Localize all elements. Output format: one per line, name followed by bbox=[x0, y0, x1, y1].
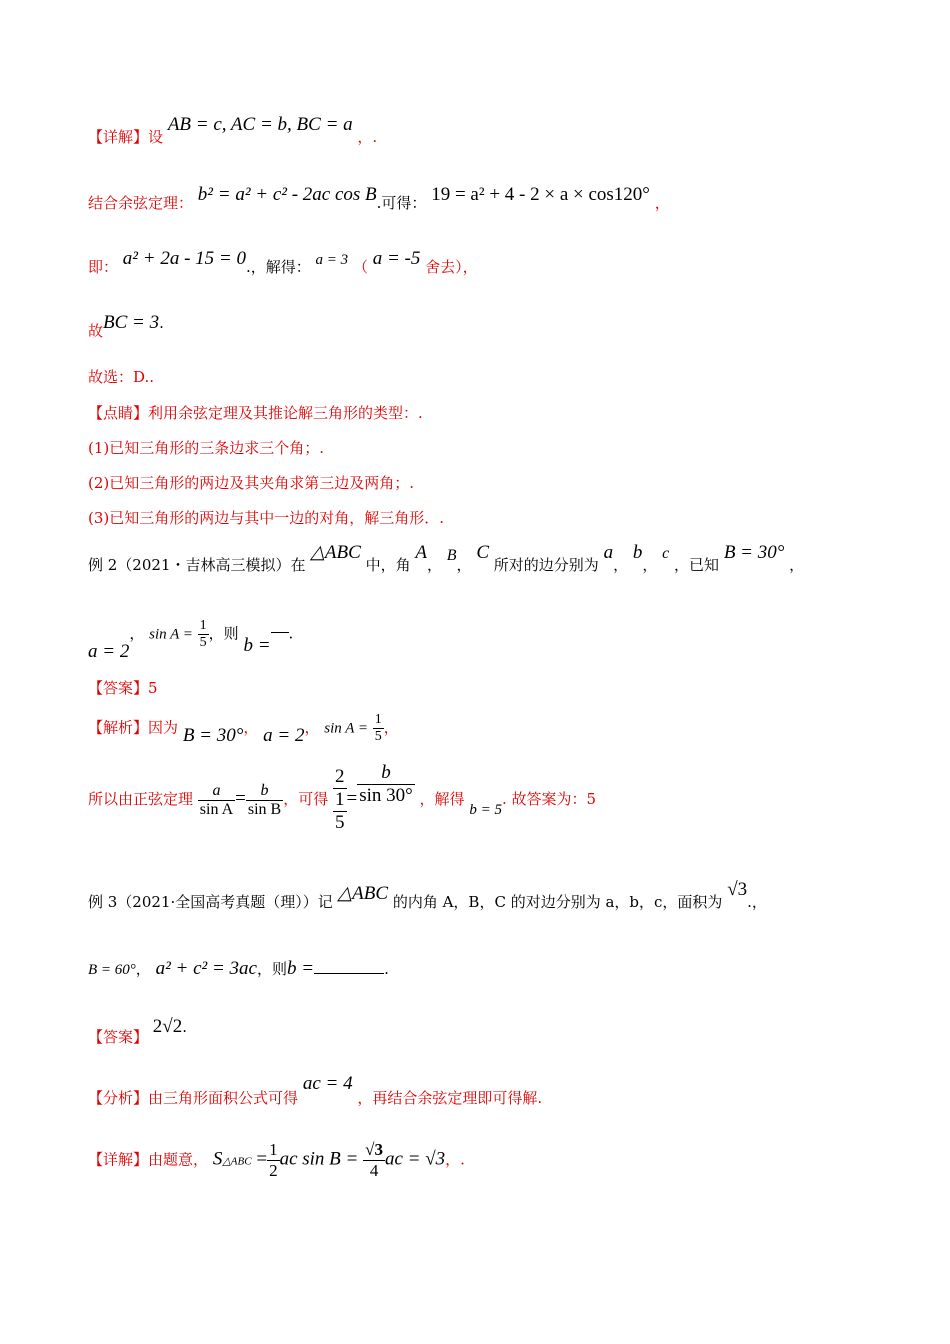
detail-line-1: 【详解】设 AB = c, AC = b, BC = a ，. bbox=[88, 114, 378, 146]
math-expr: a = 2 bbox=[88, 640, 130, 662]
example-3-line-2: B = 60°， a² + c² = 3ac，则b = . bbox=[88, 958, 389, 979]
triangle-label: △ABC bbox=[337, 883, 389, 904]
math-expr: 19 = a² + 4 - 2 × a × cos120° bbox=[431, 184, 650, 205]
detail-line-4: 故BC = 3. bbox=[88, 312, 164, 340]
example-3-answer: 【答案】 2√2. bbox=[88, 1016, 188, 1046]
section-tag: 【答案】 bbox=[88, 1028, 149, 1046]
tip-line: 【点睛】利用余弦定理及其推论解三角形的类型：. bbox=[88, 404, 423, 422]
answer-blank bbox=[314, 973, 384, 974]
sqrt-expr: √3 bbox=[727, 879, 748, 900]
example-3-detail: 【详解】由题意， S△ABC = $\frac{1}{2}$ ac sin B = $\frac{√3}{4}$ ac = √3，. bbox=[88, 1140, 465, 1180]
fraction: $\frac{√3}{4}$ bbox=[365, 1140, 383, 1180]
section-tag: 【详解】 bbox=[88, 1150, 149, 1169]
math-expr: a² + c² = 3ac bbox=[155, 958, 257, 979]
example-2-analysis: 【解析】因为 B = 30°， a = 2， sin A = $\frac{1}{5}$ ， bbox=[88, 712, 399, 746]
section-tag: 【解析】 bbox=[88, 718, 149, 737]
fraction: $\frac{b}{\text{sin B}}$ bbox=[247, 781, 282, 818]
fraction: $\frac{a}{\text{sin A}}$ bbox=[199, 781, 234, 818]
fraction: $\frac{1}{5}$ bbox=[199, 618, 207, 650]
example-2-answer: 【答案】5 bbox=[88, 679, 158, 697]
math-expr: ac = 4 bbox=[302, 1073, 353, 1094]
example-2-sine-law-line: 所以由正弦定理 $\frac{a}{\text{sin A}}$ = $\frac{b}{\text{sin B}}$ ，可得 2 1 5 = $\frac{b}{\sin 30^\circ}$ ，解得 b = 5. 故答案为：5 bbox=[88, 761, 597, 833]
fraction: $\frac{1}{2}$ bbox=[269, 1140, 278, 1180]
complex-fraction: 2 1 5 bbox=[335, 766, 345, 833]
tip-item-2: (2)已知三角形的两边及其夹角求第三边及两角；. bbox=[88, 474, 415, 492]
triangle-label: △ABC bbox=[310, 542, 361, 563]
example-3-analysis: 【分析】由三角形面积公式可得 ac = 4 ，再结合余弦定理即可得解. bbox=[88, 1073, 543, 1107]
detail-line-3: 即： a² + 2a - 15 = 0.，解得： a = 3 （ a = -5 舍去）， bbox=[88, 248, 478, 276]
answer-blank bbox=[271, 632, 289, 633]
example-2-line-2: a = 2， sin A = $\frac{1}{5}$ ，则 b =. bbox=[88, 618, 294, 662]
section-tag: 【详解】 bbox=[88, 128, 149, 146]
tip-item-1: (1)已知三角形的三条边求三个角；. bbox=[88, 439, 325, 457]
math-expr: AB = c, AC = b, BC = a bbox=[167, 114, 353, 135]
math-expr: b² = a² + c² - 2ac cos B bbox=[197, 184, 377, 205]
fraction: $\frac{b}{\sin 30^\circ}$ bbox=[359, 761, 413, 806]
example-3-line-1: 例 3（2021·全国高考真题（理））记 △ABC 的内角 A，B，C 的对边分别为 a，b，c，面积为 √3.， bbox=[88, 879, 767, 911]
math-expr: a = 3 bbox=[315, 252, 349, 268]
math-expr: B = 30° bbox=[723, 542, 785, 563]
answer-choice-line: 故选：D.. bbox=[88, 368, 155, 386]
section-tag: 【分析】 bbox=[88, 1089, 149, 1107]
math-expr: a² + 2a - 15 = 0 bbox=[122, 248, 246, 269]
section-tag: 【答案】 bbox=[88, 679, 149, 697]
math-expr: a = -5 bbox=[372, 248, 421, 269]
math-expr: BC = 3 bbox=[103, 312, 160, 333]
sqrt-expr: 2√2 bbox=[152, 1016, 183, 1037]
detail-line-2: 结合余弦定理： b² = a² + c² - 2ac cos B.可得： 19 = a² + 4 - 2 × a × cos120° ， bbox=[88, 184, 670, 212]
section-tag: 【点睛】 bbox=[88, 404, 149, 422]
tip-item-3: (3)已知三角形的两边与其中一边的对角，解三角形．. bbox=[88, 509, 445, 527]
fraction: $\frac{1}{5}$ bbox=[374, 712, 382, 744]
example-2-line-1: 例 2（2021・吉林高三模拟）在 △ABC 中，角 A， B， C 所对的边分别为 a， b， c ，已知 B = 30° ， bbox=[88, 542, 805, 574]
